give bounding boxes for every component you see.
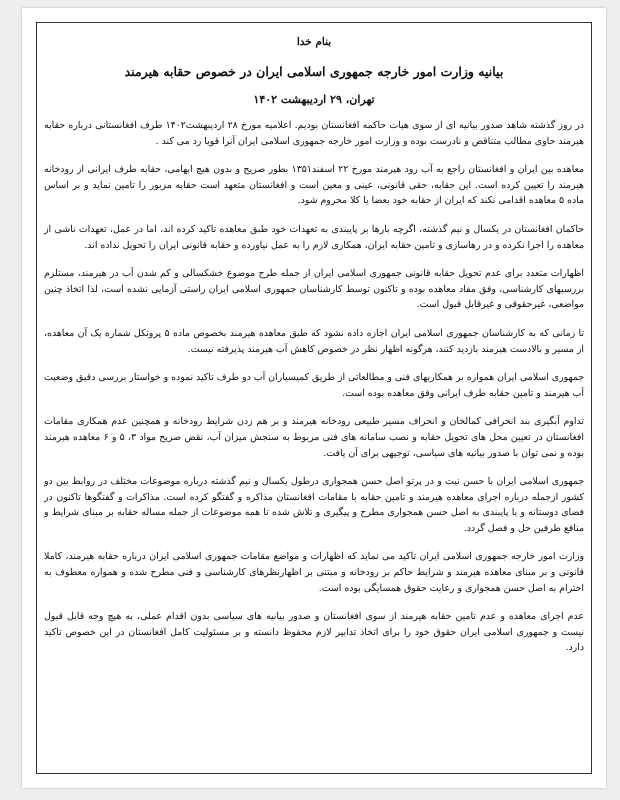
statement-body <box>44 36 584 669</box>
document-page <box>22 8 606 788</box>
paragraph: حاکمان افغانستان در یکسال و نیم گذشته، اگرچه بارها بر پایبندی به تعهدات خود طبق معاهده تاکید کرده اند، اما در عمل، تعهدات ناشی از معاهده را اجرا نکرده و در رهاسازی و تامین حقابه ایران، همکاری لازم را به عمل نیاورده و حقابه قانونی ایران را تحویل نداده اند. <box>44 223 584 251</box>
paragraph: در روز گذشته شاهد صدور بیانیه ای از سوی هیات حاکمه افغانستان بودیم. اعلامیه مورخ ۲۸ اردیبهشت۱۴۰۲ طرف افغانستانی درباره حقابه هیرمند حاوی مطالب متناقض و نادرست بوده و وزارت امور خارجه جمهوری اسلامی ایران آنرا قویا رد می کند . <box>44 120 584 147</box>
paragraph: جمهوری اسلامی ایران با حسن نیت و در پرتو اصل حسن همجواری درطول یکسال و نیم گذشته درباره موضوعات مختلف در روابط بین دو کشور ازجمله درباره اجرای معاهده هیرمند و تامین حقابه با مقامات افغانستان مذاکره و گفتگو کرده است. مذاکرات و گفتگوها تاکنون در فضای دوستانه و با پایبندی به اصل حسن همجواری مطرح و پیگیری و تلاش شده تا همه موضوعات از جمله مساله حقابه بر مبنای شرایط و منافع طرفین حل و فصل گردد. <box>44 476 584 534</box>
bismillah-heading: بنام خدا <box>296 36 332 48</box>
paragraph: جمهوری اسلامی ایران همواره بر همکاریهای فنی و مطالعاتی از طریق کمیسیاران آب دو طرف تاکید نموده و خواستار بررسی دقیق وضعیت آب هیرمند و تامین حقابه طرف ایرانی وفق معاهده بوده است. <box>44 372 584 399</box>
paragraph: معاهده بین ایران و افغانستان راجع به آب رود هیرمند مورخ ۲۲ اسفند۱۳۵۱ بطور صریح و بدون هیچ ابهامی، حقابه طرف ایرانی از رودخانه هیرمند را تعیین کرده است. این حقابه، حقی قانونی، عینی و معین است و افغانستان متعهد است حقابه مزبور را تامین نماید و بر اساس ماده ۵ معاهده اقدامی نکند که ایران از حقابه خود بعضا یا کلا محروم شود. <box>44 164 584 207</box>
paragraph: وزارت امور خارجه جمهوری اسلامی ایران تاکید می نماید که اظهارات و مواضع مقامات جمهوری اسلامی ایران درباره حقابه هیرمند، کاملا قانونی و بر مبنای معاهده هیرمند و شرایط حاکم بر رودخانه و مبتنی بر اظهارنظرهای کارشناسی و فنی مطرح شده و همواره معطوف به احترام به اصل حسن همجواری و رعایت حقوق همسایگی بوده است. <box>44 551 584 594</box>
statement-title: بیانیه وزارت امور خارجه جمهوری اسلامی ایران در خصوص حقابه هیرمند <box>124 64 504 79</box>
paragraph: تا زمانی که به کارشناسان جمهوری اسلامی ایران اجازه داده نشود که طبق معاهده هیرمند بخصوص ماده ۵ پروتکل شماره یک آن معاهده، از مسیر و بالادست هیرمند بازدید کنند، هرگونه اظهار نظر در خصوص کاهش آب هیرمند پذیرفته نیست. <box>44 327 584 355</box>
paragraph: عدم اجرای معاهده و عدم تامین حقابه هیرمند از سوی افغانستان و صدور بیانیه های سیاسی بدون اقدام عملی، به هیچ وجه قابل قبول نیست و جمهوری اسلامی ایران حقوق خود را برای اتخاذ تدابیر لازم محفوظ دانسته و بر مسئولیت کامل افغانستان در این خصوص تاکید دارد. <box>44 611 584 654</box>
paragraph: اظهارات متعدد برای عدم تحویل حقابه قانونی جمهوری اسلامی ایران از جمله طرح موضوع خشکسالی و کم شدن آب در هیرمند، مستلزم بررسیهای کارشناسی، وفق مفاد معاهده بوده و تاکنون توسط کارشناسان جمهوری اسلامی ایران راستی آزمایی نشده است، لذا اتخاذ چنین مواضعی، غیرحقوقی و غیرقابل قبول است. <box>44 268 584 311</box>
dateline: تهران، ۲۹ اردیبهشت ۱۴۰۲ <box>253 93 375 106</box>
paragraph: تداوم آبگیری بند انحرافی کمالخان و انحراف مسیر طبیعی رودخانه هیرمند و بر هم زدن شرایط رودخانه و همچنین عدم همکاری مقامات افغانستان در تعیین محل های تحویل حقابه و نصب سامانه های فنی مربوط به سنجش میزان آب، نقض صریح مواد ۳، ۵ و ۶ معاهده هیرمند بوده و نمی توان با صدور بیانیه های سیاسی، توجیهی برای آن یافت. <box>44 416 584 459</box>
